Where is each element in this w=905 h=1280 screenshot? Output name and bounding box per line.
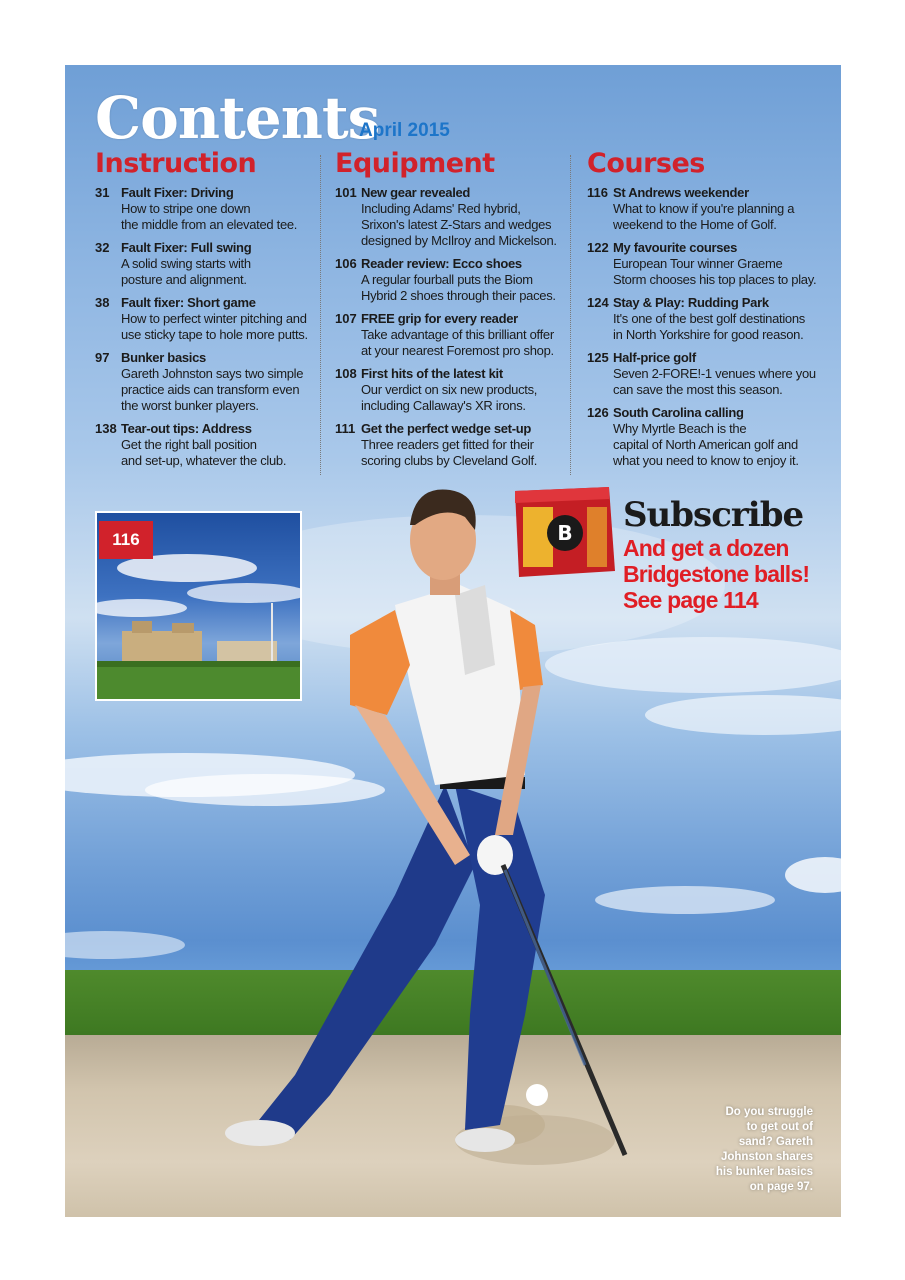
entry-title: New gear revealed — [361, 185, 471, 200]
entry-desc: the middle from an elevated tee. — [121, 217, 298, 232]
entry-title: First hits of the latest kit — [361, 366, 503, 381]
contents-entry[interactable] — [95, 350, 320, 414]
caption-line: on page 97. — [749, 1181, 813, 1193]
contents-entry[interactable] — [95, 295, 320, 343]
page-badge: 116 — [99, 521, 153, 559]
contents-entry[interactable] — [335, 311, 570, 359]
page-number: 38 — [95, 295, 110, 310]
page-number: 125 — [587, 350, 609, 365]
entry-title: Tear-out tips: Address — [121, 421, 252, 436]
page-number: 32 — [95, 240, 110, 255]
page-number: 106 — [335, 256, 357, 271]
entry-desc: use sticky tape to hole more putts. — [121, 327, 308, 342]
equipment-column — [335, 147, 570, 476]
page-number: 124 — [587, 295, 609, 310]
entry-desc: What to know if you're planning a — [613, 201, 795, 216]
entry-desc: How to stripe one down — [121, 201, 251, 216]
entry-desc: A solid swing starts with — [121, 256, 251, 271]
entry-desc: How to perfect winter pitching and — [121, 311, 307, 326]
caption-line: his bunker basics — [715, 1166, 813, 1178]
entry-desc: Including Adams' Red hybrid, — [361, 201, 521, 216]
entry-desc: including Callaway's XR irons. — [361, 398, 526, 413]
entry-desc: Our verdict on six new products, — [361, 382, 538, 397]
page-number: 108 — [335, 366, 357, 381]
column-divider — [570, 155, 571, 475]
page-number: 31 — [95, 185, 110, 200]
entry-desc: at your nearest Foremost pro shop. — [361, 343, 554, 358]
entry-desc: Three readers get fitted for their — [361, 437, 534, 452]
entry-desc: Get the right ball position — [121, 437, 257, 452]
entry-desc: capital of North American golf and — [613, 437, 798, 452]
page-number: 97 — [95, 350, 110, 365]
contents-entry[interactable] — [335, 421, 570, 469]
contents-entry[interactable] — [335, 366, 570, 414]
entry-title: Fault Fixer: Full swing — [121, 240, 252, 255]
entry-desc: Gareth Johnston says two simple — [121, 366, 304, 381]
courses-column — [587, 147, 817, 476]
entry-desc: can save the most this season. — [613, 382, 783, 397]
entry-desc: what you need to know to enjoy it. — [613, 453, 799, 468]
entry-title: Reader review: Ecco shoes — [361, 256, 522, 271]
entry-title: Stay & Play: Rudding Park — [613, 295, 769, 310]
entry-desc: posture and alignment. — [121, 272, 247, 287]
page-number: 107 — [335, 311, 357, 326]
entry-desc: Hybrid 2 shoes through their paces. — [361, 288, 556, 303]
contents-entry[interactable] — [587, 295, 817, 343]
photo-caption — [693, 1105, 813, 1195]
contents-title: Contents — [95, 84, 380, 152]
entry-title: Fault Fixer: Driving — [121, 185, 234, 200]
subscribe-offer: And get a dozen — [623, 535, 789, 561]
section-heading-courses: Courses — [587, 148, 705, 179]
page-number: 122 — [587, 240, 609, 255]
contents-entry[interactable] — [335, 185, 570, 249]
entry-title: Bunker basics — [121, 350, 206, 365]
entry-desc: Why Myrtle Beach is the — [613, 421, 747, 436]
entry-desc: in North Yorkshire for good reason. — [613, 327, 804, 342]
svg-text:B: B — [557, 521, 573, 545]
contents-entry[interactable] — [95, 185, 320, 233]
entry-desc: It's one of the best golf destinations — [613, 311, 805, 326]
page-number: 101 — [335, 185, 357, 200]
entry-desc: practice aids can transform even — [121, 382, 300, 397]
caption-line: Do you struggle — [725, 1106, 813, 1118]
page-number: 111 — [335, 421, 356, 436]
contents-entry[interactable] — [95, 421, 320, 469]
entry-desc: Storm chooses his top places to play. — [613, 272, 817, 287]
subscribe-offer: Bridgestone balls! — [623, 561, 810, 587]
entry-title: Fault fixer: Short game — [121, 295, 256, 310]
entry-desc: A regular fourball puts the Biom — [361, 272, 533, 287]
entry-desc: the worst bunker players. — [121, 398, 259, 413]
contents-entry[interactable] — [587, 405, 817, 469]
instruction-column — [95, 147, 320, 476]
golf-ball-box-image — [509, 485, 617, 580]
entry-desc: European Tour winner Graeme — [613, 256, 783, 271]
caption-line: Johnston shares — [720, 1151, 813, 1163]
entry-desc: Srixon's latest Z-Stars and wedges — [361, 217, 552, 232]
entry-title: FREE grip for every reader — [361, 311, 518, 326]
contents-entry[interactable] — [587, 185, 817, 233]
contents-entry[interactable] — [587, 350, 817, 398]
page-number: 126 — [587, 405, 609, 420]
issue-date: April 2015 — [359, 120, 450, 141]
contents-entry[interactable] — [335, 256, 570, 304]
subscribe-title[interactable]: Subscribe — [623, 495, 804, 535]
entry-title: My favourite courses — [613, 240, 738, 255]
entry-title: South Carolina calling — [613, 405, 744, 420]
entry-title: Half-price golf — [613, 350, 696, 365]
entry-desc: designed by McIlroy and Mickelson. — [361, 233, 557, 248]
caption-line: sand? Gareth — [738, 1136, 813, 1148]
subscribe-page-link[interactable]: See page 114 — [623, 587, 758, 613]
entry-desc: weekend to the Home of Golf. — [613, 217, 777, 232]
contents-page — [65, 65, 841, 1217]
column-divider — [320, 155, 321, 475]
entry-desc: and set-up, whatever the club. — [121, 453, 287, 468]
caption-line: to get out of — [746, 1121, 813, 1133]
entry-desc: Take advantage of this brilliant offer — [361, 327, 554, 342]
section-heading-instruction: Instruction — [95, 148, 257, 179]
section-heading-equipment: Equipment — [335, 148, 495, 179]
entry-title: St Andrews weekender — [613, 185, 749, 200]
page-number: 116 — [587, 185, 608, 200]
entry-title: Get the perfect wedge set-up — [361, 421, 532, 436]
entry-desc: scoring clubs by Cleveland Golf. — [361, 453, 538, 468]
page-number: 138 — [95, 421, 117, 436]
st-andrews-photo[interactable] — [95, 511, 302, 701]
contents-entry[interactable] — [95, 240, 320, 288]
contents-entry[interactable] — [587, 240, 817, 288]
entry-desc: Seven 2-FORE!-1 venues where you — [613, 366, 816, 381]
